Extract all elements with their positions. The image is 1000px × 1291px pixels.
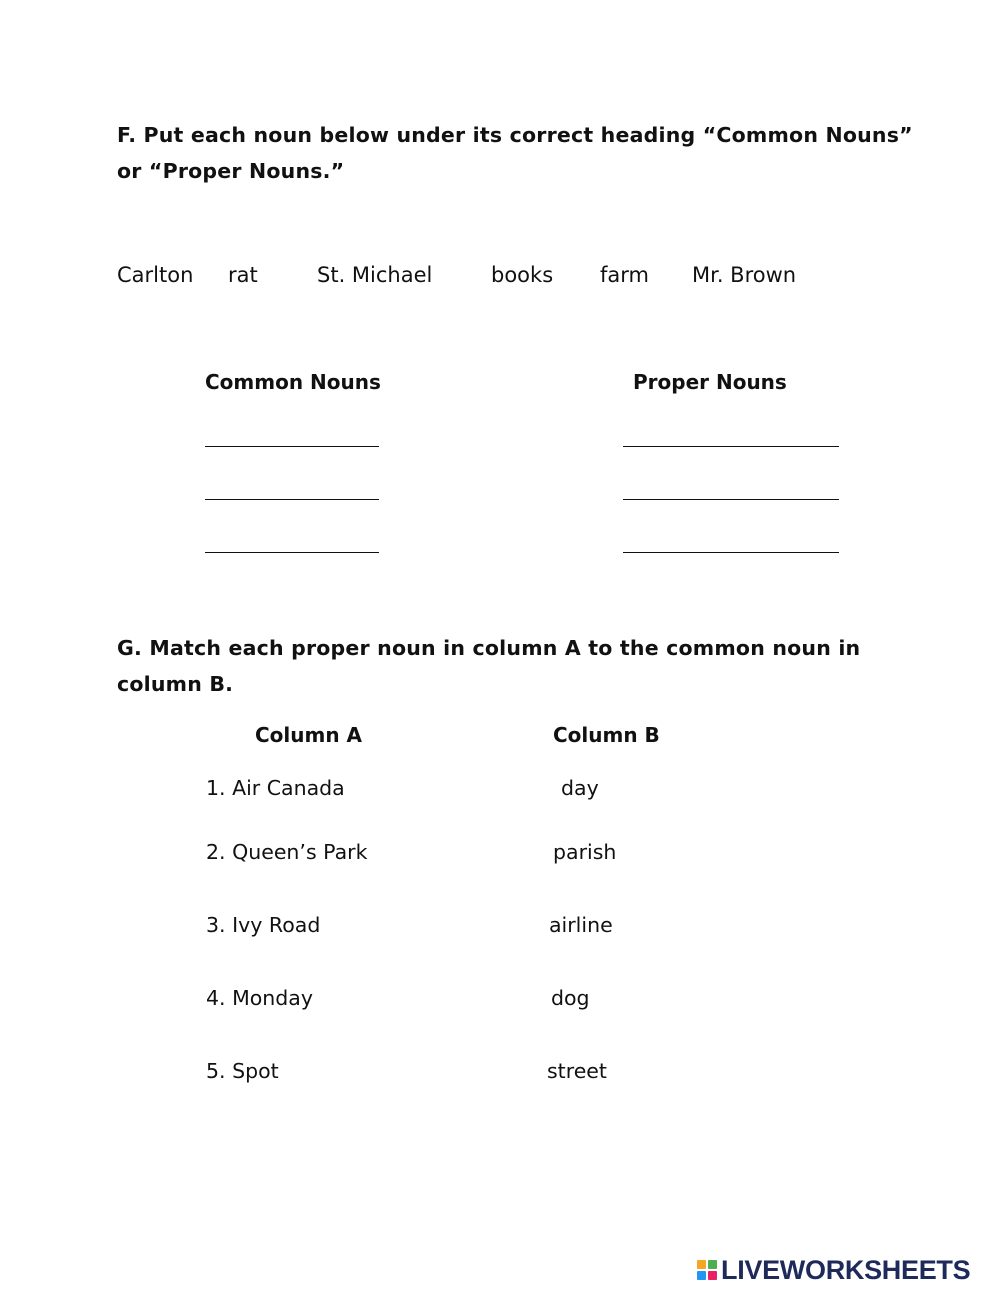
common-answer-line-3[interactable] <box>205 552 379 553</box>
column-a-item[interactable]: 5. Spot <box>206 1059 279 1083</box>
column-b-item[interactable]: dog <box>551 986 590 1010</box>
section-f-instruction-line1: F. Put each noun below under its correct heading “Common Nouns” <box>117 123 913 147</box>
column-a-item[interactable]: 3. Ivy Road <box>206 913 321 937</box>
column-b-heading: Column B <box>553 723 660 747</box>
common-answer-line-1[interactable] <box>205 446 379 447</box>
column-a-item[interactable]: 2. Queen’s Park <box>206 840 368 864</box>
section-g-instruction-line1: G. Match each proper noun in column A to the common noun in <box>117 636 861 660</box>
liveworksheets-logo <box>697 1255 970 1285</box>
common-answer-line-2[interactable] <box>205 499 379 500</box>
logo-text: LIVEWORKSHEETS <box>721 1254 971 1285</box>
proper-answer-line-1[interactable] <box>623 446 839 447</box>
logo-blocks-icon <box>697 1260 717 1280</box>
column-b-item[interactable]: parish <box>553 840 617 864</box>
column-a-heading: Column A <box>255 723 363 747</box>
column-b-item[interactable]: airline <box>549 913 613 937</box>
proper-answer-line-3[interactable] <box>623 552 839 553</box>
word-bank-item[interactable]: books <box>491 263 554 287</box>
column-b-item[interactable]: street <box>547 1059 607 1083</box>
word-bank-item[interactable]: farm <box>600 263 649 287</box>
word-bank-item[interactable]: St. Michael <box>317 263 433 287</box>
proper-answer-line-2[interactable] <box>623 499 839 500</box>
word-bank-item[interactable]: Mr. Brown <box>692 263 797 287</box>
proper-nouns-heading: Proper Nouns <box>633 370 787 394</box>
word-bank-item[interactable]: Carlton <box>117 263 194 287</box>
column-a-item[interactable]: 4. Monday <box>206 986 314 1010</box>
word-bank-item[interactable]: rat <box>228 263 258 287</box>
column-a-item[interactable]: 1. Air Canada <box>206 776 345 800</box>
column-b-item[interactable]: day <box>561 776 599 800</box>
section-f-instruction-line2: or “Proper Nouns.” <box>117 159 345 183</box>
section-g-instruction-line2: column B. <box>117 672 234 696</box>
common-nouns-heading: Common Nouns <box>205 370 381 394</box>
